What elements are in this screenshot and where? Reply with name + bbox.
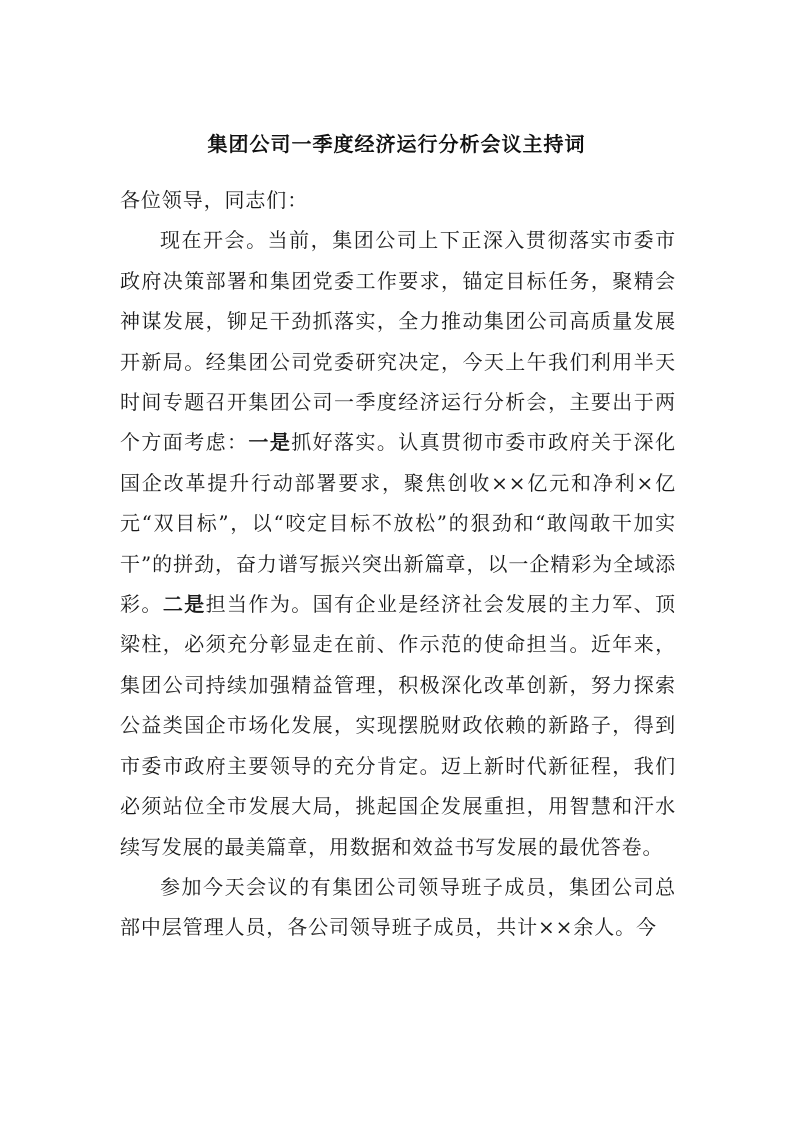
paragraph-attendees: 参加今天会议的有集团公司领导班子成员，集团公司总部中层管理人员，各公司领导班子成员，共计××余人。今 — [120, 874, 676, 940]
point-one-text: 抓好落实。认真贯彻市委市政府关于深化国企改革提升行动部署要求，聚焦创收××亿元和净利×亿元“双目标”，以“咬定目标不放松”的狠劲和“敢闯敢干加实干”的拼劲，奋力谱写振兴突出新篇章，以一企精彩为全域添彩。 — [120, 430, 676, 617]
salutation: 各位领导，同志们： — [120, 188, 309, 212]
point-two-text: 担当作为。国有企业是经济社会发展的主力军、顶梁柱，必须充分彰显走在前、作示范的使命担当。近年来，集团公司持续加强精益管理，积极深化改革创新，努力探索公益类国企市场化发展，实现摆脱财政依赖的新路子，得到市委市政府主要领导的充分肯定。迈上新时代新征程，我们必须站位全市发展大局，挑起国企发展重担，用智慧和汗水续写发展的最美篇章，用数据和效益书写发展的最优答卷。 — [120, 592, 676, 859]
paragraph-opening-text: 现在开会。当前，集团公司上下正深入贯彻落实市委市政府决策部署和集团党委工作要求，锚定目标任务，聚精会神谋发展，铆足干劲抓落实，全力推动集团公司高质量发展开新局。经集团公司党委研究决定，今天上午我们利用半天时间专题召开集团公司一季度经济运行分析会，主要出于两个方面考虑： — [120, 228, 676, 455]
point-two-label: 二是 — [162, 592, 206, 617]
paragraph-opening — [120, 220, 676, 867]
document-title: 集团公司一季度经济运行分析会议主持词 — [207, 132, 586, 156]
document-body — [120, 180, 676, 948]
point-one-label: 一是 — [248, 430, 292, 455]
